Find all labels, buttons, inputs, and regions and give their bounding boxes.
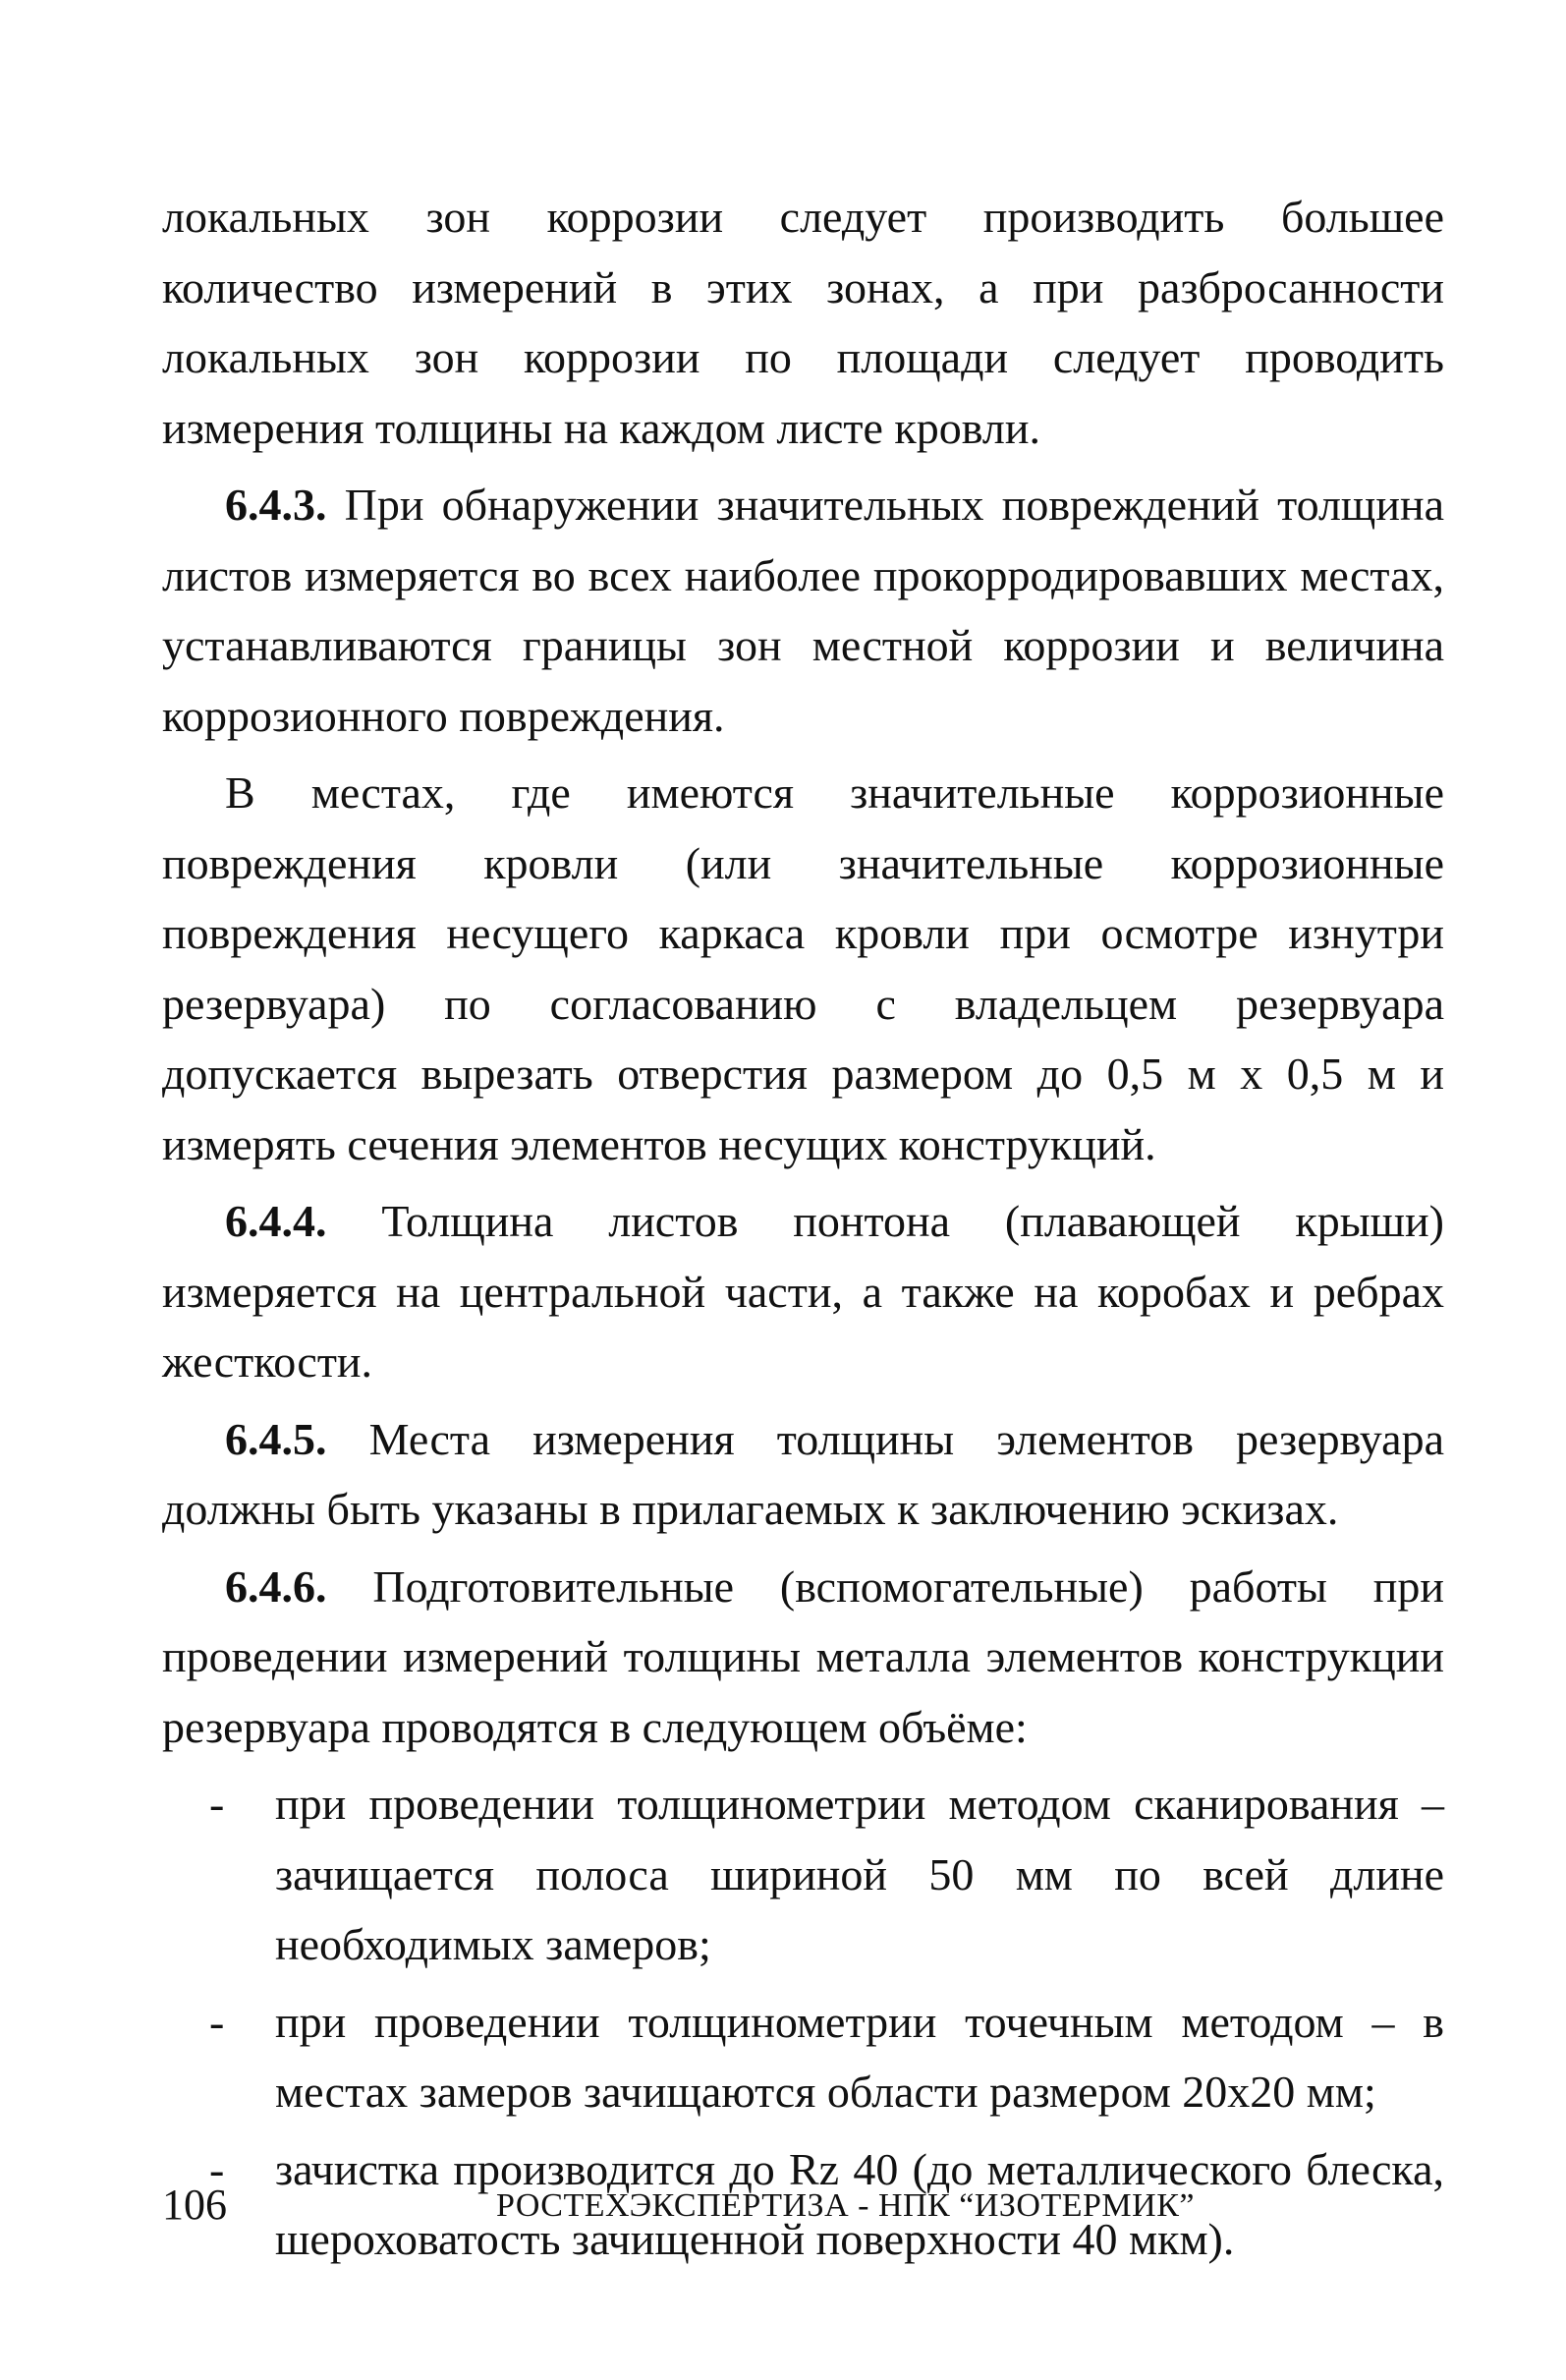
page-footer <box>162 2180 1444 2238</box>
paragraph-cutout-openings: В местах, где имеются значительные коррозионные повреждения кровли (или значительные коррозионные повреждения несущего каркаса кровли при осмотре изнутри резервуара) по согласованию с владельцем резервуара допускается вырезать отверстия размером до 0,5 м х 0,5 м и измерять сечения элементов несущих конструкций. <box>162 767 1444 1169</box>
list-item <box>162 1987 1444 2127</box>
page-number: 106 <box>162 2181 227 2229</box>
section-text: Места измерения толщины элементов резервуара должны быть указаны в прилагаемых к заключению эскизах. <box>162 1413 1444 1534</box>
section-text: При обнаружении значительных повреждений толщина листов измеряется во всех наиболее прокорродировавших местах, устанавливаются границы зон местной коррозии и величина коррозионного повреждения. <box>162 480 1444 741</box>
list-item <box>162 1769 1444 1980</box>
section-number: 6.4.4. <box>225 1196 327 1246</box>
section-number: 6.4.5. <box>225 1413 327 1464</box>
dash-marker: - <box>209 1779 225 1829</box>
section-6-4-5 <box>162 1404 1444 1545</box>
section-number: 6.4.6. <box>225 1560 327 1612</box>
paragraph-continuation: локальных зон коррозии следует производить большее количество измерений в этих зонах, а при разбросанности локальных зон коррозии по площади следует проводить измерения толщины на каждом листе кровли. <box>162 192 1444 453</box>
list-item-text: зачистка производится до Rz 40 (до металлического блеска, шероховатость зачищенной поверхности 40 мкм). <box>275 2143 1444 2264</box>
dash-marker: - <box>209 2143 225 2194</box>
section-number: 6.4.3. <box>225 480 327 530</box>
document-body <box>162 182 1444 2282</box>
section-6-4-4 <box>162 1186 1444 1397</box>
dash-marker: - <box>209 1996 225 2047</box>
section-text: Подготовительные (вспомогательные) работы при проведении измерений толщины металла элементов конструкции резервуара проводятся в следующем объёме: <box>162 1560 1444 1752</box>
section-6-4-6 <box>162 1552 1444 1763</box>
section-text: Толщина листов понтона (плавающей крыши) измеряется на центральной части, а также на коробах и ребрах жесткости. <box>162 1196 1444 1387</box>
list-item-text: при проведении толщинометрии точечным методом – в местах замеров зачищаются области размером 20х20 мм; <box>275 1996 1444 2117</box>
section-6-4-3 <box>162 470 1444 751</box>
footer-title: РОСТЕХЭКСПЕРТИЗА - НПК “ИЗОТЕРМИК” <box>496 2187 1195 2224</box>
list-item-text: при проведении толщинометрии методом сканирования – зачищается полоса шириной 50 мм по всей длине необходимых замеров; <box>275 1779 1444 1969</box>
